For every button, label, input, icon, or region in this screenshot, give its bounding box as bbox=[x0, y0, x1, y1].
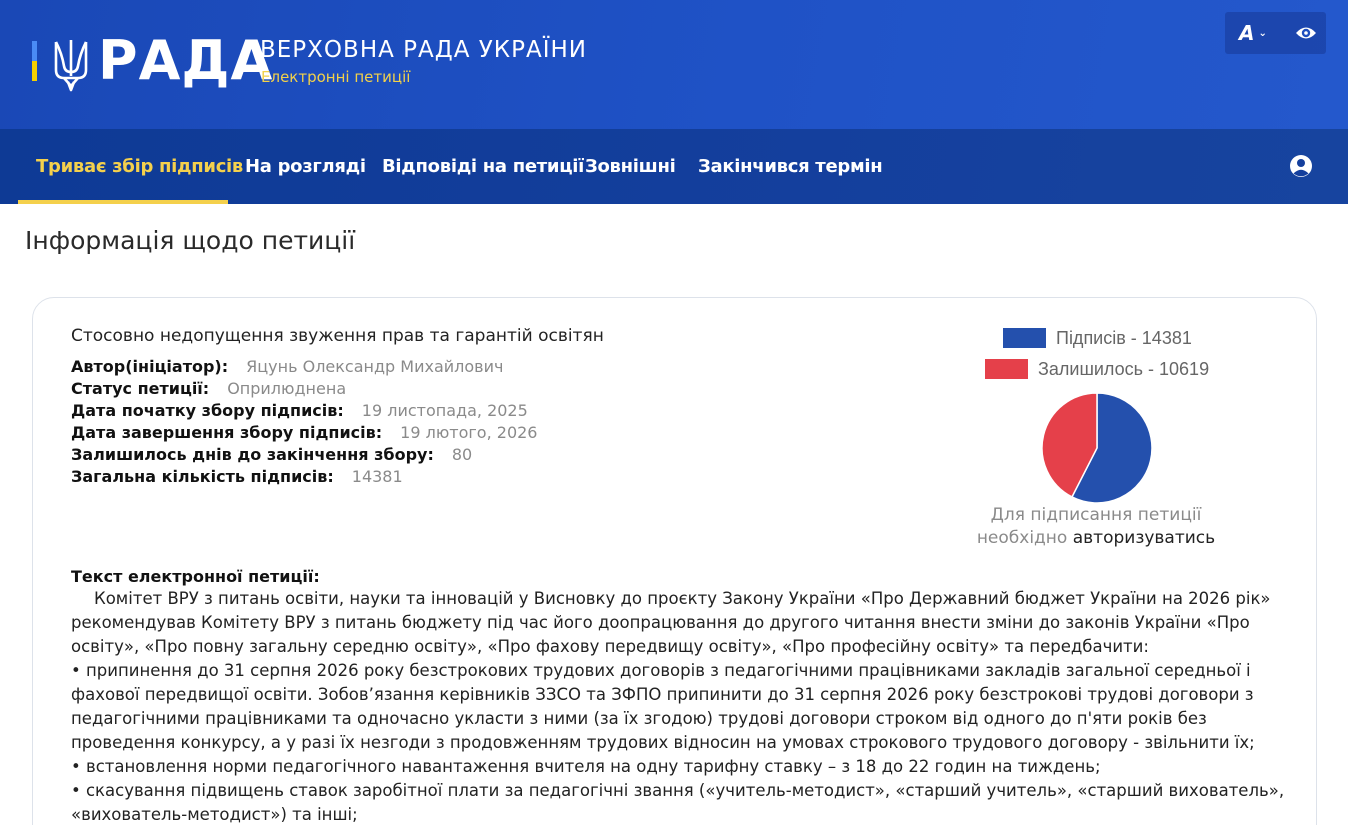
page-title: Інформація щодо петиції bbox=[25, 226, 356, 255]
days-left-label: Залишилось днів до закінчення збору: bbox=[71, 445, 434, 464]
total-signatures-value: 14381 bbox=[351, 467, 403, 486]
flag-stripe bbox=[32, 41, 37, 81]
trident-icon bbox=[52, 36, 90, 92]
nav-item-collecting[interactable]: Триває збір підписів bbox=[36, 156, 244, 177]
author-label: Автор(ініціатор): bbox=[71, 357, 229, 376]
site-title[interactable]: ВЕРХОВНА РАДА УКРАЇНИ bbox=[260, 37, 588, 63]
eye-icon[interactable] bbox=[1295, 24, 1317, 42]
authorize-link[interactable]: авторизуватись bbox=[1072, 528, 1216, 548]
petition-paragraph: • встановлення норми педагогічного навантаження вчителя на одну тарифну ставку – з 18 до 22 годин на тиждень; bbox=[71, 757, 1101, 776]
legend-remaining: Залишилось - 10619 bbox=[1038, 359, 1210, 379]
chevron-down-icon: ⌄ bbox=[1258, 28, 1267, 39]
nav-item-answers[interactable]: Відповіді на петиції bbox=[382, 156, 584, 177]
site-header bbox=[0, 0, 1348, 129]
auth-note-text: Для підписання петиції необхідно bbox=[976, 505, 1202, 548]
author-value: Яцунь Олександр Михайлович bbox=[246, 357, 504, 376]
start-date-value: 19 листопада, 2025 bbox=[361, 401, 528, 420]
flag-yellow bbox=[32, 61, 37, 81]
author-row bbox=[71, 357, 503, 376]
petition-paragraph: Комітет ВРУ з питань освіти, науки та інновацій у Висновку до проєкту Закону України «Про Державний бюджет України на 2026 рік» рекомендував Комітету ВРУ з питань бюджету під час його доопрацювання до другого читання внести зміни до законів України «Про освіту», «Про повну загальну середню освіту», «Про фахову передвищу освіту», «Про професійну освіту» та передбачити: bbox=[71, 589, 1271, 656]
site-subtitle: Електронні петиції bbox=[261, 68, 411, 86]
status-row bbox=[71, 379, 346, 398]
legend-signed: Підписів - 14381 bbox=[1056, 328, 1192, 348]
petition-title: Стосовно недопущення звуження прав та гарантій освітян bbox=[71, 326, 604, 346]
legend-swatch-remaining bbox=[985, 359, 1028, 379]
nav-item-expired[interactable]: Закінчився термін bbox=[698, 156, 883, 177]
logo-wordmark[interactable]: РАДА bbox=[98, 29, 274, 92]
petition-text-label: Текст електронної петиції: bbox=[71, 567, 320, 586]
petition-text bbox=[71, 587, 1286, 825]
total-signatures-label: Загальна кількість підписів: bbox=[71, 467, 334, 486]
end-date-row bbox=[71, 423, 537, 442]
nav-item-external[interactable]: Зовнішні bbox=[585, 156, 676, 177]
font-size-button[interactable] bbox=[1239, 21, 1267, 45]
signatures-pie-chart bbox=[1041, 392, 1153, 504]
start-date-label: Дата початку збору підписів: bbox=[71, 401, 344, 420]
active-tab-indicator bbox=[18, 200, 228, 204]
days-left-row bbox=[71, 445, 472, 464]
total-signatures-row bbox=[71, 467, 403, 486]
end-date-label: Дата завершення збору підписів: bbox=[71, 423, 383, 442]
user-circle-icon[interactable] bbox=[1289, 154, 1313, 178]
main-nav bbox=[0, 129, 1348, 204]
flag-blue bbox=[32, 41, 37, 61]
start-date-row bbox=[71, 401, 528, 420]
accessibility-tools bbox=[1225, 12, 1326, 54]
legend-swatch-signed bbox=[1003, 328, 1046, 348]
petition-paragraph: • припинення до 31 серпня 2026 року безстрокових трудових договорів з педагогічними працівниками закладів загальної середньої і фахової передвищої освіти. Зобов’язання керівників ЗЗСО та ЗФПО припинити до 31 серпня 2026 року безстрокові трудові договори з педагогічними працівниками та одночасно укласти з ними (за їх згодою) трудові договори строком від одного до п'яти років без проведення конкурсу, а у разі їх незгоди з продовженням трудових відносин на умовах строкового трудового договору - звільнити їх; bbox=[71, 661, 1255, 752]
status-value: Оприлюднена bbox=[227, 379, 347, 398]
font-size-label: A bbox=[1239, 21, 1255, 45]
end-date-value: 19 лютого, 2026 bbox=[400, 423, 538, 442]
status-label: Статус петиції: bbox=[71, 379, 210, 398]
auth-note bbox=[960, 504, 1232, 550]
petition-paragraph: • скасування підвищень ставок заробітної плати за педагогічні звання («учитель-методист», «старший учитель», «старший вихователь», «вихователь-методист») та інші; bbox=[71, 781, 1285, 824]
days-left-value: 80 bbox=[451, 445, 473, 464]
nav-item-under-review[interactable]: На розгляді bbox=[245, 156, 366, 177]
